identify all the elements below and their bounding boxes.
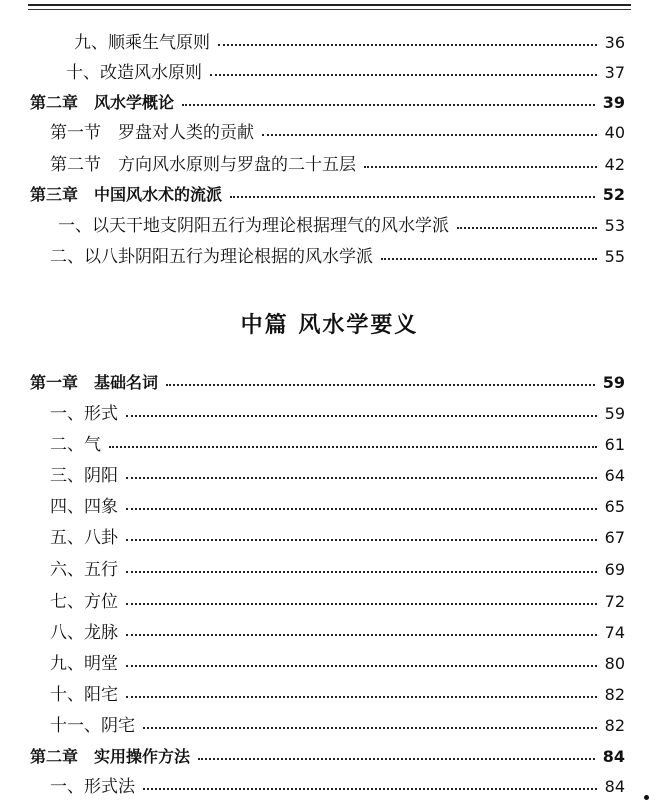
toc-chapter[interactable] <box>0 88 659 118</box>
toc-section-title: 第二节 方向风水原则与罗盘的二十五层 <box>50 155 356 175</box>
toc-entry-page: 55 <box>604 247 625 266</box>
toc-section-page: 42 <box>604 155 625 174</box>
toc-chapter-page: 59 <box>602 373 625 392</box>
toc-entry[interactable] <box>0 555 659 585</box>
leader-dots <box>126 603 597 605</box>
toc-entry-title: 十、改造风水原则 <box>66 63 202 83</box>
toc-section[interactable] <box>0 118 659 148</box>
toc-entry-page: 74 <box>604 623 625 642</box>
toc-chapter-title: 第二章 实用操作方法 <box>30 747 191 766</box>
toc-entry-title: 五、八卦 <box>50 528 118 548</box>
toc-entry-page: 61 <box>604 435 625 454</box>
toc-entry[interactable] <box>0 680 659 710</box>
toc-chapter-title: 第三章 中国风水术的流派 <box>30 185 223 204</box>
ink-speck <box>644 795 649 800</box>
leader-dots <box>218 44 597 46</box>
leader-dots <box>182 104 595 106</box>
toc-entry-page: 69 <box>604 560 625 579</box>
leader-dots <box>126 571 597 573</box>
toc-entry[interactable] <box>0 492 659 522</box>
toc-entry[interactable] <box>0 587 659 617</box>
toc-entry-page: 36 <box>604 33 625 52</box>
toc-chapter-title: 第一章 基础名词 <box>30 373 159 392</box>
toc-entry-page: 59 <box>604 404 625 423</box>
leader-dots <box>126 539 597 541</box>
toc-chapter-page: 84 <box>602 747 625 766</box>
leader-dots <box>166 384 595 386</box>
leader-dots <box>126 508 597 510</box>
toc-entry-title: 三、阴阳 <box>50 466 118 486</box>
toc-entry-page: 65 <box>604 497 625 516</box>
toc-chapter[interactable] <box>0 742 659 772</box>
toc-entry[interactable] <box>0 523 659 553</box>
toc-chapter-page: 52 <box>602 185 625 204</box>
toc-entry-page: 37 <box>604 63 625 82</box>
toc-entry-page: 67 <box>604 528 625 547</box>
toc-section-title: 第一节 罗盘对人类的贡献 <box>50 123 254 143</box>
toc-entry-title: 六、五行 <box>50 560 118 580</box>
top-rule <box>28 4 631 6</box>
toc-section[interactable] <box>0 150 659 180</box>
leader-dots <box>126 634 597 636</box>
toc-entry-page: 72 <box>604 592 625 611</box>
leader-dots <box>143 727 597 729</box>
top-rule-thin <box>28 9 631 10</box>
toc-entry[interactable] <box>0 399 659 429</box>
leader-dots <box>364 166 597 168</box>
toc-entry-page: 84 <box>604 777 625 796</box>
toc-entry-page: 53 <box>604 216 625 235</box>
leader-dots <box>126 665 597 667</box>
toc-chapter-title: 第二章 风水学概论 <box>30 93 175 112</box>
toc-chapter[interactable] <box>0 368 659 398</box>
toc-entry[interactable] <box>0 430 659 460</box>
part-title: 中篇 风水学要义 <box>240 313 419 338</box>
leader-dots <box>230 196 595 198</box>
leader-dots <box>262 134 597 136</box>
toc-entry[interactable] <box>0 649 659 679</box>
toc-entry-page: 82 <box>604 716 625 735</box>
toc-entry-title: 二、气 <box>50 435 101 455</box>
toc-entry-title: 九、明堂 <box>50 654 118 674</box>
toc-entry-title: 九、顺乘生气原则 <box>74 33 210 53</box>
toc-entry[interactable] <box>0 58 659 88</box>
toc-entry[interactable] <box>0 461 659 491</box>
toc-entry-title: 十一、阴宅 <box>50 716 135 736</box>
toc-entry[interactable] <box>0 28 659 58</box>
toc-entry-title: 七、方位 <box>50 592 118 612</box>
leader-dots <box>109 446 597 448</box>
leader-dots <box>143 788 597 790</box>
toc-section-page: 40 <box>604 123 625 142</box>
toc-entry-page: 80 <box>604 654 625 673</box>
toc-entry-title: 四、四象 <box>50 497 118 517</box>
toc-entry[interactable] <box>0 242 659 272</box>
leader-dots <box>457 227 597 229</box>
leader-dots <box>210 74 597 76</box>
leader-dots <box>198 758 595 760</box>
toc-entry-title: 二、以八卦阴阳五行为理论根据的风水学派 <box>50 247 373 267</box>
toc-entry-page: 82 <box>604 685 625 704</box>
leader-dots <box>126 415 597 417</box>
toc-entry[interactable] <box>0 618 659 648</box>
toc-entry-title: 一、形式 <box>50 404 118 424</box>
toc-entry-title: 八、龙脉 <box>50 623 118 643</box>
leader-dots <box>126 477 597 479</box>
toc-entry-page: 64 <box>604 466 625 485</box>
toc-chapter-page: 39 <box>602 93 625 112</box>
leader-dots <box>381 258 597 260</box>
leader-dots <box>126 696 597 698</box>
toc-entry[interactable] <box>0 211 659 241</box>
toc-entry-title: 一、形式法 <box>50 777 135 797</box>
toc-entry-title: 一、以天干地支阴阳五行为理论根据理气的风水学派 <box>58 216 449 236</box>
toc-chapter[interactable] <box>0 180 659 210</box>
toc-entry-title: 十、阳宅 <box>50 685 118 705</box>
toc-entry[interactable] <box>0 772 659 802</box>
toc-entry[interactable] <box>0 711 659 741</box>
